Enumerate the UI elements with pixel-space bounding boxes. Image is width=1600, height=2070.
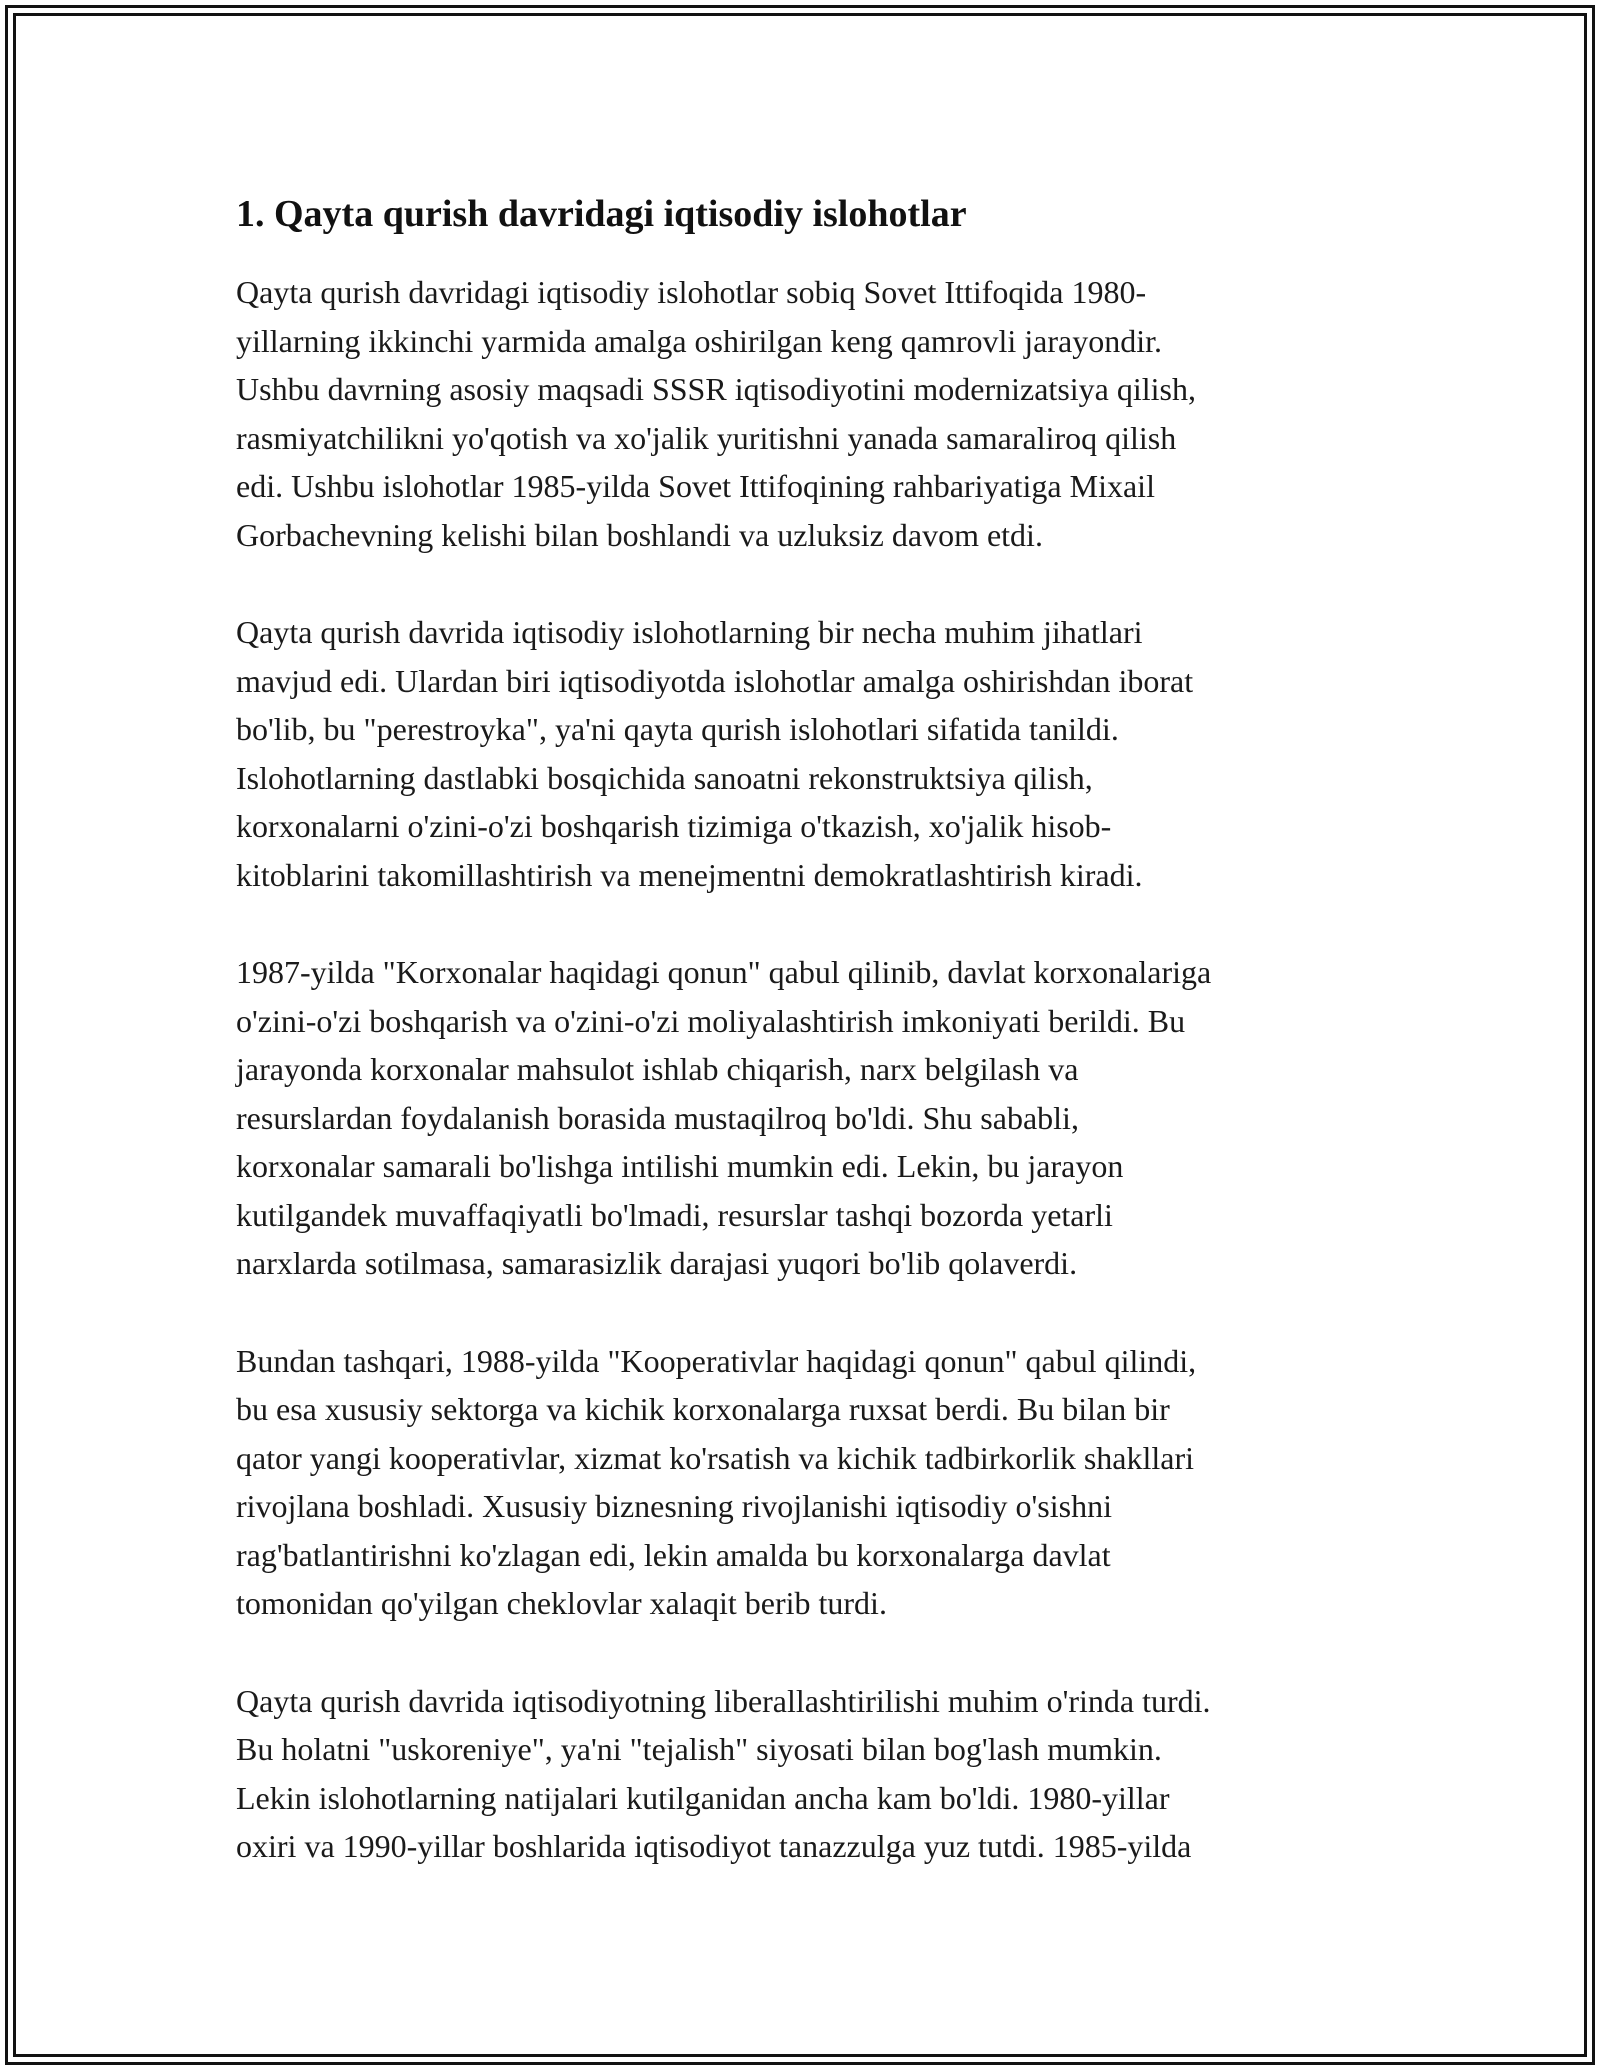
text-line: edi. Ushbu islohotlar 1985-yilda Sovet Ittifoqining rahbariyatiga Mixail — [236, 468, 1155, 504]
text-line: yillarning ikkinchi yarmida amalga oshirilgan keng qamrovli jarayondir. — [236, 322, 1162, 359]
document-body — [236, 186, 1366, 1920]
text-line: o'zini-o'zi boshqarish va o'zini-o'zi moliyalashtirish imkoniyati berildi. Bu — [236, 1002, 1186, 1039]
text-line: Bundan tashqari, 1988-yilda "Kooperativlar haqidagi qonun" qabul qilindi, — [236, 1342, 1197, 1379]
text-line: narxlarda sotilmasa, samarasizlik darajasi yuqori bo'lib qolaverdi. — [236, 1245, 1078, 1281]
text-line: mavjud edi. Ulardan biri iqtisodiyotda islohotlar amalga oshirishdan iborat — [236, 662, 1194, 699]
paragraph-5 — [236, 1677, 1366, 1871]
text-line: rasmiyatchilikni yo'qotish va xo'jalik yuritishni yanada samaraliroq qilish — [236, 419, 1177, 456]
text-line: tomonidan qo'yilgan cheklovlar xalaqit berib turdi. — [236, 1585, 887, 1621]
paragraph-3 — [236, 948, 1366, 1288]
text-line: resurslardan foydalanish borasida mustaqilroq bo'ldi. Shu sababli, — [236, 1099, 1079, 1136]
text-line: Qayta qurish davrida iqtisodiyotning liberallashtirilishi muhim o'rinda turdi. — [236, 1682, 1211, 1719]
paragraph-2 — [236, 608, 1366, 899]
text-line: kitoblarini takomillashtirish va menejmentni demokratlashtirish kiradi. — [236, 856, 1143, 893]
text-line: qator yangi kooperativlar, xizmat ko'rsatish va kichik tadbirkorlik shakllari — [236, 1439, 1194, 1476]
text-line: jarayonda korxonalar mahsulot ishlab chiqarish, narx belgilash va — [236, 1051, 1079, 1087]
paragraph-4 — [236, 1337, 1366, 1628]
text-line: Qayta qurish davridagi iqtisodiy islohotlar sobiq Sovet Ittifoqida 1980- — [236, 274, 1147, 310]
section-heading: 1. Qayta qurish davridagi iqtisodiy islohotlar — [236, 193, 967, 235]
text-line: bu esa xususiy sektorga va kichik korxonalarga ruxsat berdi. Bu bilan bir — [236, 1391, 1170, 1427]
text-line: Qayta qurish davrida iqtisodiy islohotlarning bir necha muhim jihatlari — [236, 614, 1143, 650]
text-line: korxonalarni o'zini-o'zi boshqarish tizimiga o'tkazish, xo'jalik hisob- — [236, 808, 1112, 844]
text-line: korxonalar samarali bo'lishga intilishi mumkin edi. Lekin, bu jarayon — [236, 1148, 1124, 1184]
text-line: Lekin islohotlarning natijalari kutilganidan ancha kam bo'ldi. 1980-yillar — [236, 1779, 1170, 1816]
paragraph-1 — [236, 268, 1366, 559]
text-line: rivojlana boshladi. Xususiy biznesning rivojlanishi iqtisodiy o'sishni — [236, 1488, 1112, 1524]
text-line: 1987-yilda "Korxonalar haqidagi qonun" qabul qilinib, davlat korxonalariga — [236, 954, 1212, 990]
text-line: Ushbu davrning asosiy maqsadi SSSR iqtisodiyotini modernizatsiya qilish, — [236, 371, 1196, 407]
text-line: Gorbachevning kelishi bilan boshlandi va uzluksiz davom etdi. — [236, 516, 1043, 553]
text-line: bo'lib, bu "perestroyka", ya'ni qayta qurish islohotlari sifatida tanildi. — [236, 711, 1119, 747]
text-line: rag'batlantirishni ko'zlagan edi, lekin amalda bu korxonalarga davlat — [236, 1536, 1111, 1573]
text-line: Islohotlarning dastlabki bosqichida sanoatni rekonstruktsiya qilish, — [236, 759, 1093, 796]
text-line: oxiri va 1990-yillar boshlarida iqtisodiyot tanazzulga yuz tutdi. 1985-yilda — [236, 1828, 1192, 1864]
text-line: Bu holatni "uskoreniye", ya'ni "tejalish" siyosati bilan bog'lash mumkin. — [236, 1731, 1162, 1767]
text-line: kutilgandek muvaffaqiyatli bo'lmadi, resurslar tashqi bozorda yetarli — [236, 1196, 1113, 1233]
